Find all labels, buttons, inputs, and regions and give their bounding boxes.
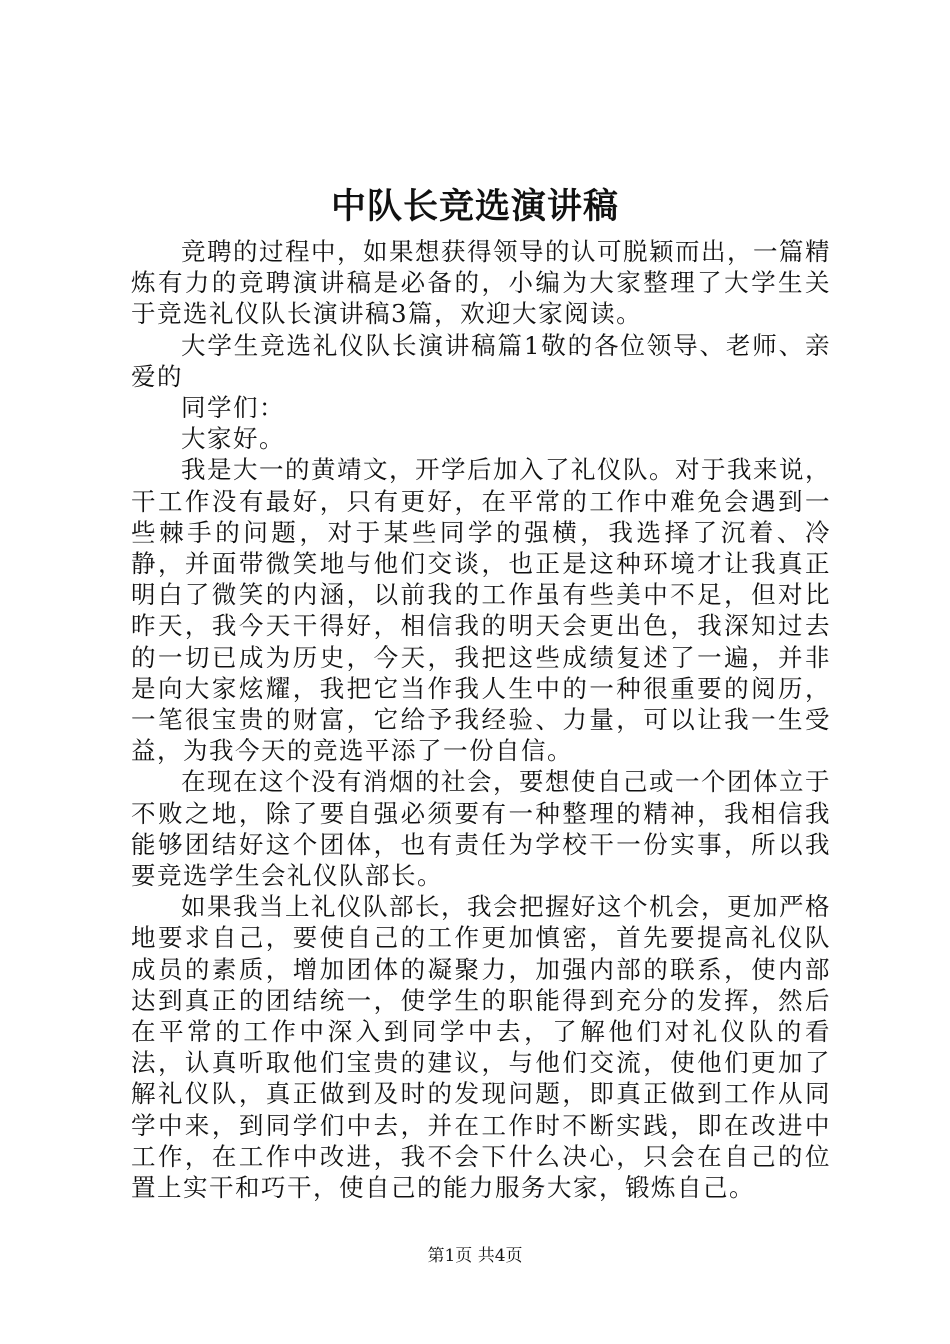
document-body <box>131 236 831 1203</box>
paragraph-plan: 如果我当上礼仪队部长，我会把握好这个机会，更加严格地要求自己，要使自己的工作更加慎密，首先要提高礼仪队成员的素质，增加团体的凝聚力，加强内部的联系，使内部达到真正的团结统一，使学生的职能得到充分的发挥，然后在平常的工作中深入到同学中去，了解他们对礼仪队的看法，认真听取他们宝贵的建议，与他们交流，使他们更加了解礼仪队，真正做到及时的发现问题，即真正做到工作从同学中来，到同学们中去，并在工作时不断实践，即在改进中工作，在工作中改进，我不会下什么决心，只会在自己的位置上实干和巧干，使自己的能力服务大家，锻炼自己。 <box>131 892 831 1203</box>
document-title: 中队长竞选演讲稿 <box>330 186 619 227</box>
paragraph-greeting: 大家好。 <box>181 424 285 454</box>
paragraph-motivation: 在现在这个没有消烟的社会，要想使自己或一个团体立于不败之地，除了要自强必须要有一种整理的精神，我相信我能够团结好这个团体，也有责任为学校干一份实事，所以我要竞选学生会礼仪队部长。 <box>131 767 831 891</box>
paragraph-speech-heading: 大学生竞选礼仪队长演讲稿篇1敬的各位领导、老师、亲爱的 <box>131 330 831 391</box>
paragraph-intro: 竞聘的过程中，如果想获得领导的认可脱颖而出，一篇精炼有力的竞聘演讲稿是必备的，小编为大家整理了大学生关于竞选礼仪队长演讲稿3篇，欢迎大家阅读。 <box>131 237 831 329</box>
paragraph-self-introduction: 我是大一的黄靖文，开学后加入了礼仪队。对于我来说，干工作没有最好，只有更好，在平常的工作中难免会遇到一些棘手的问题，对于某些同学的强横，我选择了沉着、冷静，并面带微笑地与他们交谈，也正是这种环境才让我真正明白了微笑的内涵，以前我的工作虽有些美中不足，但对比昨天，我今天干得好，相信我的明天会更出色，我深知过去的一切已成为历史，今天，我把这些成绩复述了一遍，并非是向大家炫耀，我把它当作我人生中的一种很重要的阅历，一笔很宝贵的财富，它给予我经验、力量，可以让我一生受益，为我今天的竞选平添了一份自信。 <box>131 455 831 766</box>
page-number-footer: 第1页 共4页 <box>427 1246 523 1266</box>
paragraph-salutation: 同学们： <box>181 393 285 423</box>
